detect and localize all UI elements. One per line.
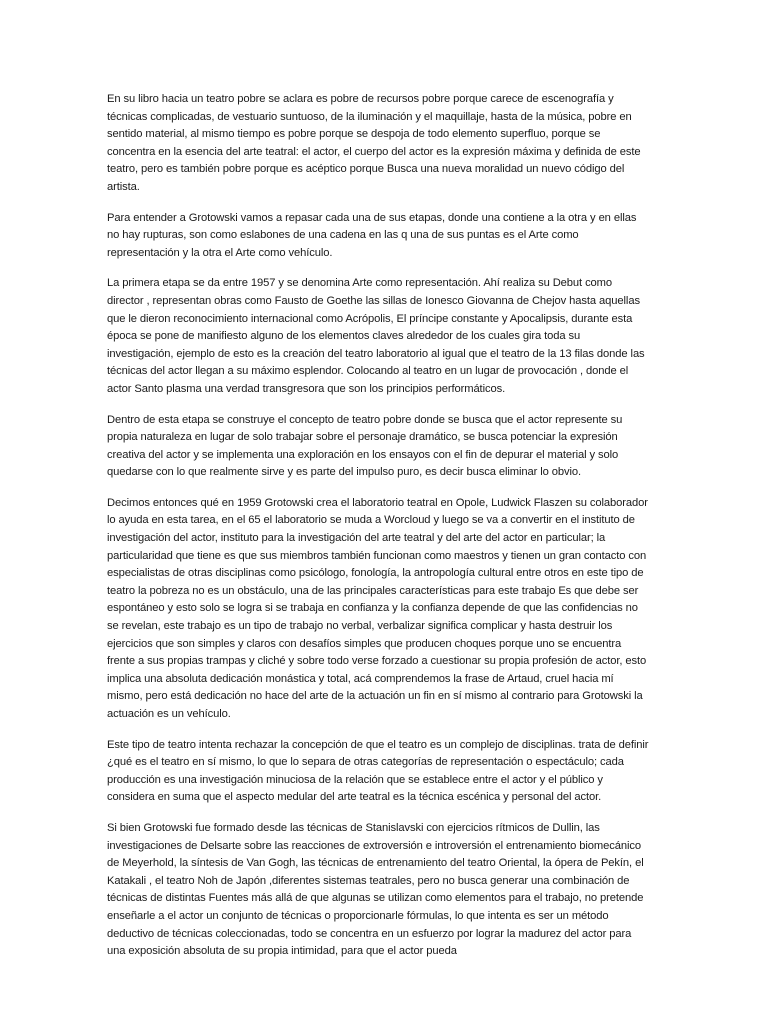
paragraph-concepto-teatro-pobre: Dentro de esta etapa se construye el concepto de teatro pobre donde se busca que el actor represente su propia naturaleza en lugar de solo trabajar sobre el personaje dramático, se busca potenciar la expresión creativa del actor y se implementa una exploración en los ensayos con el fin de depurar el material y solo quedarse con lo que realmente sirve y es parte del impulso puro, es decir busca eliminar lo obvio. — [107, 413, 623, 479]
paragraph-tipo-de-teatro: Este tipo de teatro intenta rechazar la concepción de que el teatro es un complejo de disciplinas. trata de definir ¿qué es el teatro en sí mismo, lo que lo separa de otras categorías de representación o espectáculo; cada producción es una investigación minuciosa de la relación que se establece entre el actor y el público y considera en suma que el aspecto medular del arte teatral es la técnica escénica y personal del actor. — [107, 738, 649, 804]
document-page — [107, 91, 649, 974]
paragraph-primera-etapa: La primera etapa se da entre 1957 y se denomina Arte como representación. Ahí realiza su Debut como director , representan obras como Fausto de Goethe las sillas de Ionesco Giovanna de Chejov hasta aquellas que le dieron reconocimiento internacional como Acrópolis, El príncipe constante y Apocalipsis, durante esta época se pone de manifiesto alguno de los elementos claves alrededor de los cuales gira toda su investigación, ejemplo de esto es la creación del teatro laboratorio al igual que el teatro de la 13 filas donde las técnicas del actor llegan a su máximo esplendor. Colocando al teatro en un lugar de provocación , donde el actor Santo plasma una verdad transgresora que son los principios performáticos. — [107, 277, 645, 395]
paragraph-etapas: Para entender a Grotowski vamos a repasar cada una de sus etapas, donde una contiene a la otra y en ellas no hay rupturas, son como eslabones de una cadena en las q una de sus puntas es el Arte como representación y la otra el Arte como vehículo. — [107, 211, 637, 259]
paragraph-laboratorio-teatral: Decimos entonces qué en 1959 Grotowski crea el laboratorio teatral en Opole, Ludwick Flaszen su colaborador lo ayuda en esta tarea, en el 65 el laboratorio se muda a Worcloud y luego se va a convertir en el instituto de investigación del actor, instituto para la investigación del arte teatral y del arte del actor en particular; la particularidad que tiene es que sus miembros también funcionan como maestros y tienen un gran contacto con especialistas de otras disciplinas como psicólogo, fonología, la antropología cultural entre otros en este tipo de teatro la pobreza no es un obstáculo, una de las principales características para este trabajo Es que debe ser espontáneo y esto solo se logra si se trabaja en confianza y la confianza depende de que las confidencias no se revelan, este trabajo es un tipo de trabajo no verbal, verbalizar significa complicar y hasta destruir los ejercicios que son simples y claros con desafíos simples que producen choques porque uno se encuentra frente a sus propias trampas y cliché y sobre todo verse forzado a cuestionar su propia profesión de actor, esto implica una absoluta dedicación monástica y total, acá comprendemos la frase de Artaud, cruel hacia mí mismo, pero está dedicación no hace del arte de la actuación un fin en sí mismo al contrario para Grotowski la actuación es un vehículo. — [107, 496, 648, 720]
paragraph-formacion-grotowski: Si bien Grotowski fue formado desde las técnicas de Stanislavski con ejercicios rítmicos de Dullin, las investigaciones de Delsarte sobre las reacciones de extroversión e introversión el entrenamiento biomecánico de Meyerhold, la síntesis de Van Gogh, las técnicas de entrenamiento del teatro Oriental, la ópera de Pekín, el Katakali , el teatro Noh de Japón ,diferentes sistemas teatrales, pero no busca generar una combinación de técnicas de distintas Fuentes más allá de que algunas se utilizan como elementos para el trabajo, no pretende enseñarle a el actor un conjunto de técnicas o proporcionarle fórmulas, lo que intenta es ser un método deductivo de técnicas coleccionadas, todo se concentra en un esfuerzo por lograr la madurez del actor para una exposición absoluta de su propia intimidad, para que el actor pueda — [107, 821, 644, 958]
paragraph-teatro-pobre: En su libro hacia un teatro pobre se aclara es pobre de recursos pobre porque carece de escenografía y técnicas complicadas, de vestuario suntuoso, de la iluminación y el maquillaje, hasta de la música, pobre en sentido material, al mismo tiempo es pobre porque se despoja de todo elemento superfluo, porque se concentra en la esencia del arte teatral: el actor, el cuerpo del actor es la expresión máxima y definida de este teatro, pero es también pobre porque es acéptico porque Busca una nueva moralidad un nuevo código del artista. — [107, 93, 641, 193]
